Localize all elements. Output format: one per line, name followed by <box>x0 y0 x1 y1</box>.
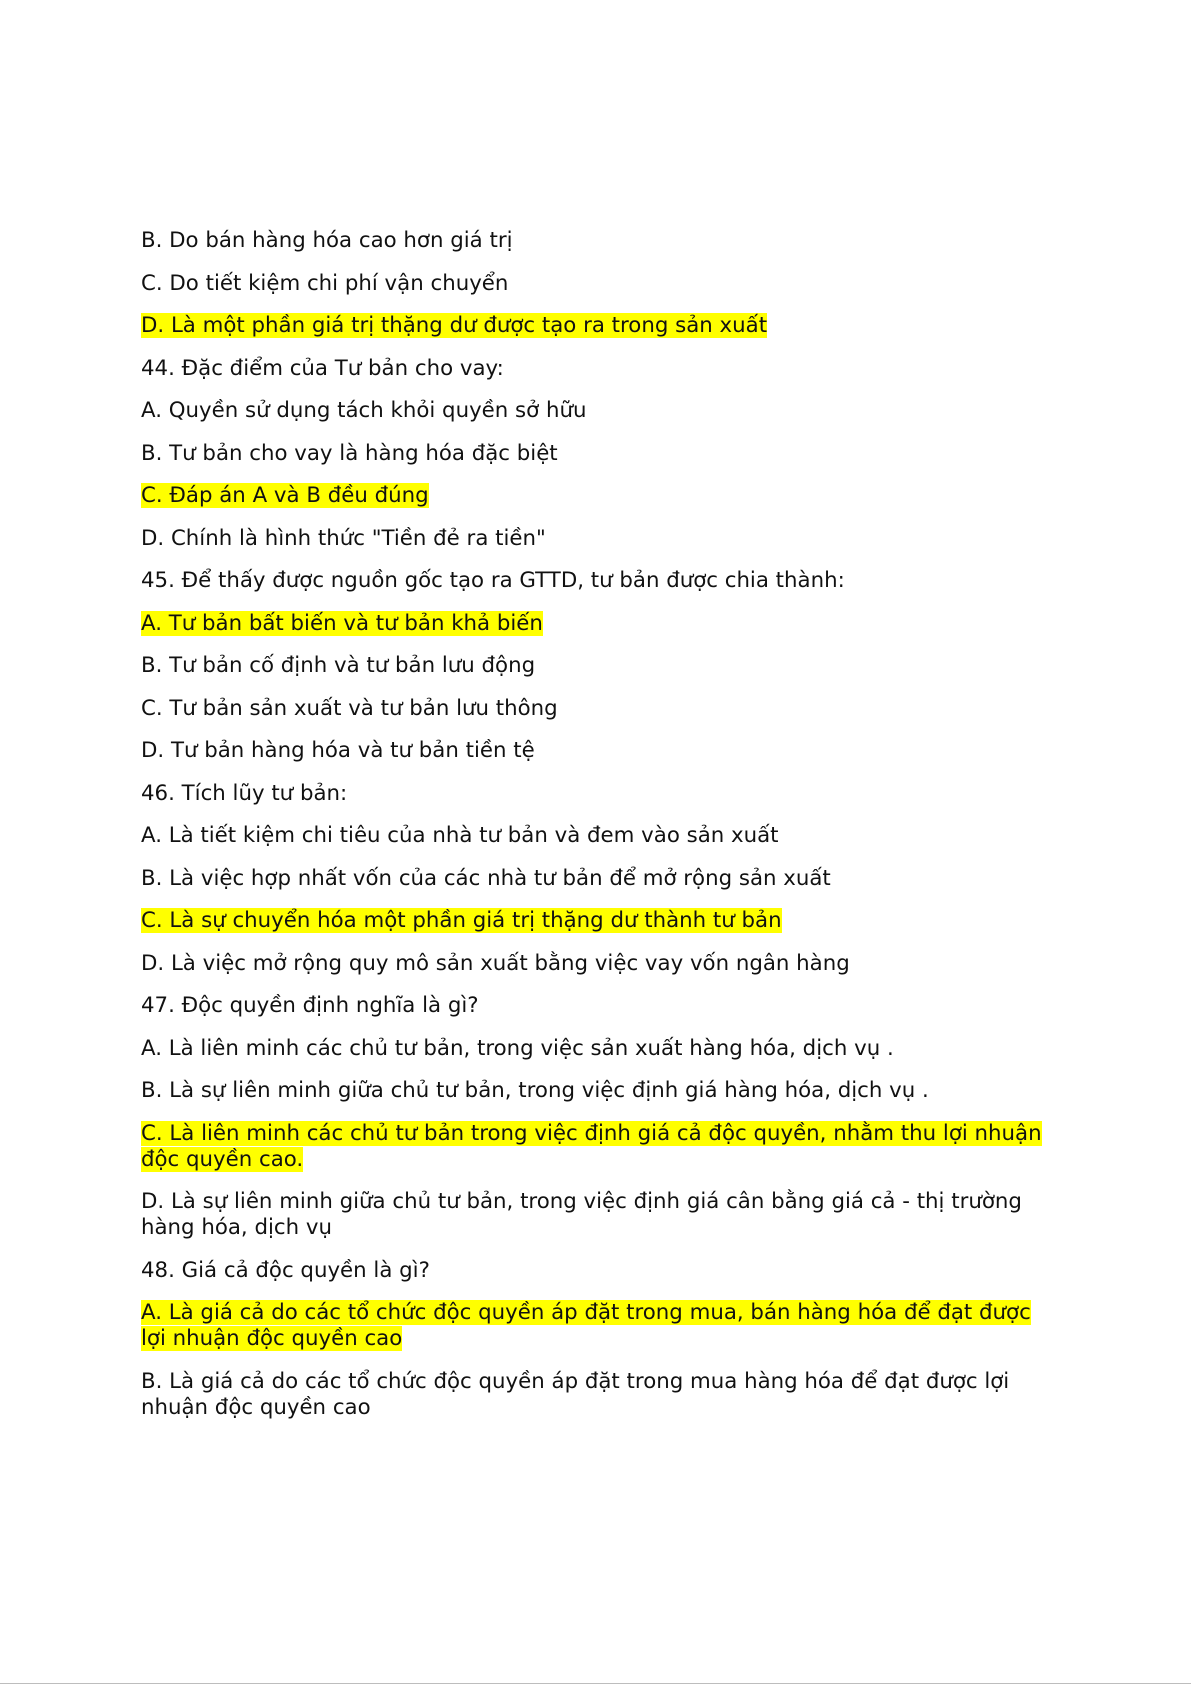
option-line <box>141 738 1061 764</box>
option-text: D. Là sự liên minh giữa chủ tư bản, trong việc định giá cân bằng giá cả - thị trường hàng hóa, dịch vụ <box>141 1189 1022 1240</box>
highlighted-answer-text: D. Là một phần giá trị thặng dư được tạo ra trong sản xuất <box>141 313 768 338</box>
document-body <box>141 228 1061 1437</box>
option-text: B. Tư bản cho vay là hàng hóa đặc biệt <box>141 440 558 466</box>
option-text: D. Chính là hình thức "Tiền đẻ ra tiền" <box>141 525 546 551</box>
correct-answer-line <box>141 483 1061 509</box>
highlighted-answer-text: C. Đáp án A và B đều đúng <box>141 483 429 508</box>
correct-answer-line <box>141 1121 1061 1173</box>
highlighted-answer-text: C. Là sự chuyển hóa một phần giá trị thặng dư thành tư bản <box>141 908 782 933</box>
option-text: B. Là sự liên minh giữa chủ tư bản, trong việc định giá hàng hóa, dịch vụ . <box>141 1078 929 1103</box>
question-line <box>141 1258 1061 1284</box>
question-text: 47. Độc quyền định nghĩa là gì? <box>141 993 479 1018</box>
correct-answer-line <box>141 611 1061 637</box>
highlighted-answer-text: A. Tư bản bất biến và tư bản khả biến <box>141 610 543 636</box>
question-line <box>141 781 1061 807</box>
question-line <box>141 993 1061 1019</box>
option-line <box>141 1036 1061 1062</box>
question-text: 45. Để thấy được nguồn gốc tạo ra GTTD, tư bản được chia thành: <box>141 568 845 593</box>
option-line <box>141 866 1061 892</box>
option-text: D. Là việc mở rộng quy mô sản xuất bằng việc vay vốn ngân hàng <box>141 950 850 976</box>
option-line <box>141 441 1061 467</box>
option-line <box>141 398 1061 424</box>
option-line <box>141 228 1061 254</box>
correct-answer-line <box>141 1300 1061 1352</box>
highlighted-answer-text: C. Là liên minh các chủ tư bản trong việc định giá cả độc quyền, nhằm thu lợi nhuận độc quyền cao. <box>141 1120 1042 1172</box>
option-line <box>141 823 1061 849</box>
option-line <box>141 696 1061 722</box>
option-line <box>141 1189 1061 1241</box>
highlighted-answer-text: A. Là giá cả do các tổ chức độc quyền áp đặt trong mua, bán hàng hóa để đạt được lợi nhuận độc quyền cao <box>141 1300 1031 1351</box>
question-line <box>141 568 1061 594</box>
option-text: A. Là liên minh các chủ tư bản, trong việc sản xuất hàng hóa, dịch vụ . <box>141 1035 894 1061</box>
option-line <box>141 1369 1061 1421</box>
option-text: D. Tư bản hàng hóa và tư bản tiền tệ <box>141 738 535 763</box>
option-text: B. Tư bản cố định và tư bản lưu động <box>141 653 536 678</box>
option-text: B. Là giá cả do các tổ chức độc quyền áp đặt trong mua hàng hóa để đạt được lợi nhuận độc quyền cao <box>141 1368 1010 1420</box>
question-line <box>141 356 1061 382</box>
option-line <box>141 951 1061 977</box>
option-text: A. Quyền sử dụng tách khỏi quyền sở hữu <box>141 398 587 423</box>
option-text: A. Là tiết kiệm chi tiêu của nhà tư bản và đem vào sản xuất <box>141 823 779 848</box>
option-text: C. Tư bản sản xuất và tư bản lưu thông <box>141 695 558 721</box>
page-bottom-edge <box>0 1683 1191 1684</box>
question-text: 48. Giá cả độc quyền là gì? <box>141 1257 430 1283</box>
option-line <box>141 526 1061 552</box>
question-text: 44. Đặc điểm của Tư bản cho vay: <box>141 355 504 381</box>
option-line <box>141 653 1061 679</box>
question-text: 46. Tích lũy tư bản: <box>141 780 348 806</box>
correct-answer-line <box>141 908 1061 934</box>
option-line <box>141 1078 1061 1104</box>
option-line <box>141 271 1061 297</box>
option-text: B. Là việc hợp nhất vốn của các nhà tư bản để mở rộng sản xuất <box>141 865 831 891</box>
option-text: C. Do tiết kiệm chi phí vận chuyển <box>141 270 509 296</box>
correct-answer-line <box>141 313 1061 339</box>
option-text: B. Do bán hàng hóa cao hơn giá trị <box>141 228 513 253</box>
